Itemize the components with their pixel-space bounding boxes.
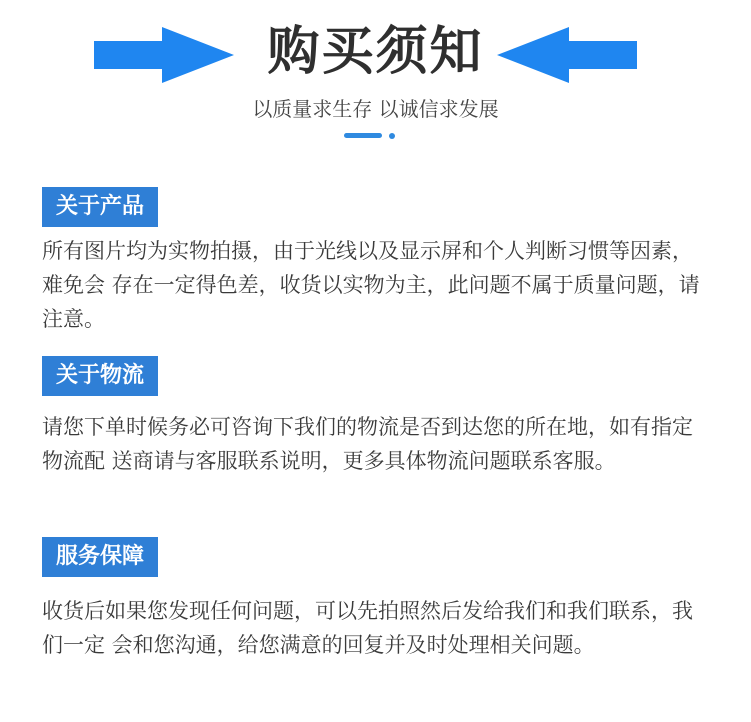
page-subtitle: 以质量求生存 以诚信求发展 [252,97,499,121]
title-divider-line [344,133,382,138]
arrow-left-icon [497,27,637,83]
section-logistics-label: 关于物流 [42,356,158,396]
section-service-label: 服务保障 [42,537,158,577]
header [0,0,751,150]
section-product-label: 关于产品 [42,187,158,227]
section-logistics-text: 请您下单时候务必可咨询下我们的物流是否到达您的所在地，如有指定物流配 送商请与客服联系说明，更多具体物流问题联系客服。 [42,415,693,473]
title-divider-dot [389,133,395,139]
section-service-text: 收货后如果您发现任何问题，可以先拍照然后发给我们和我们联系，我们一定 会和您沟通，给您满意的回复并及时处理相关问题。 [42,599,693,657]
section-product-text: 所有图片均为实物拍摄，由于光线以及显示屏和个人判断习惯等因素，难免会 存在一定得色差，收货以实物为主，此问题不属于质量问题，请注意。 [42,239,700,331]
page-title: 购买须知 [267,22,484,82]
